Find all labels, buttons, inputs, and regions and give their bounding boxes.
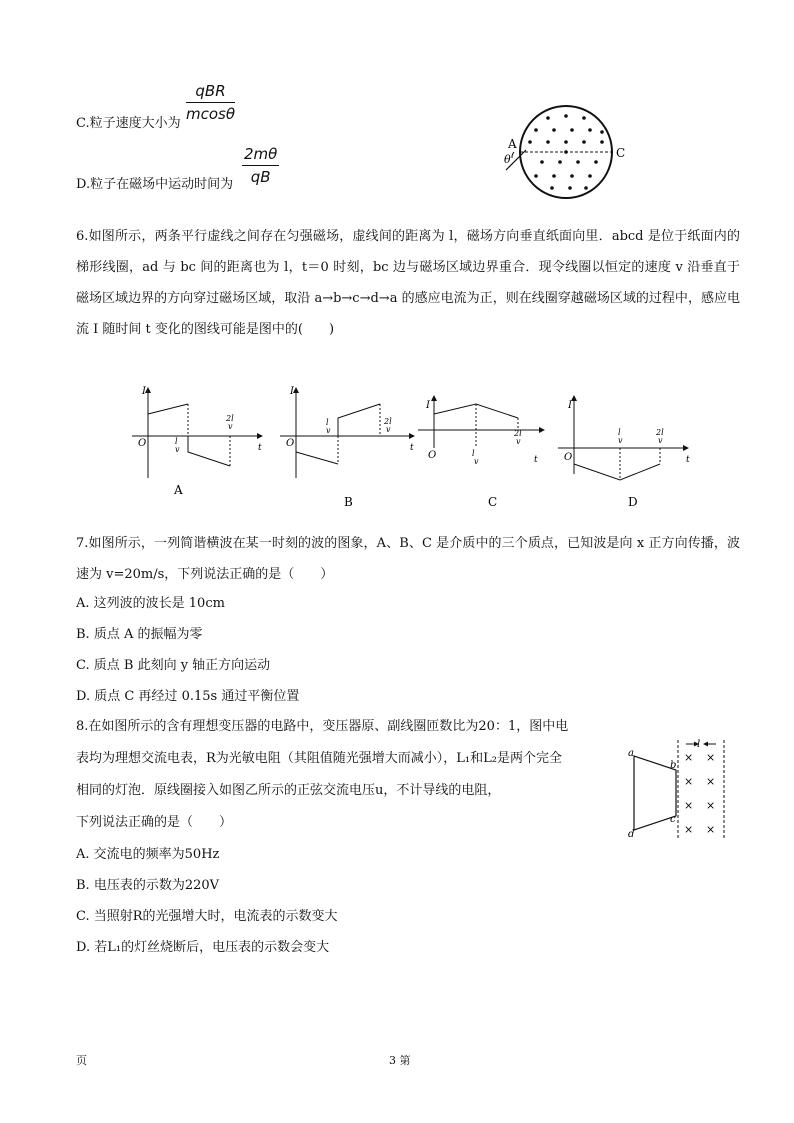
svg-text:I: I — [290, 386, 294, 397]
svg-text:v: v — [386, 425, 391, 434]
fraction-denominator: mcosθ — [186, 105, 236, 123]
svg-text:×: × — [684, 823, 694, 836]
q7-stem: 7.如图所示，一列简谐横波在某一时刻的波的图象，A、B、C 是介质中的三个质点，已知波是向 x 正方向传播，波速为 v=20m/s，下列说法正确的是（ ） — [76, 536, 740, 582]
graph-b-label: B — [344, 495, 353, 509]
q5-option-d: D.粒子在磁场中运动时间为 — [76, 177, 234, 192]
svg-text:a: a — [628, 748, 634, 759]
q5-option-d-fraction — [242, 143, 279, 188]
angle-arc — [512, 152, 514, 158]
q5-circle-field-figure — [496, 100, 636, 205]
q8-option-a: A. 交流电的频率为50Hz — [76, 847, 220, 862]
svg-text:v: v — [326, 426, 331, 435]
svg-text:v: v — [658, 436, 663, 445]
graph-a — [132, 386, 262, 497]
q5-option-c: C.粒子速度大小为 — [76, 116, 181, 131]
q8-line-3: 相同的灯泡．原线圈接入如图乙所示的正弦交流电压u，不计导线的电阻， — [76, 783, 501, 798]
svg-text:v: v — [175, 445, 180, 454]
svg-text:2l: 2l — [514, 429, 522, 438]
svg-text:I: I — [142, 386, 146, 397]
svg-text:v: v — [516, 437, 521, 446]
svg-text:v: v — [228, 422, 233, 431]
graph-c-label: C — [488, 495, 498, 509]
q7-option-d: D. 质点 C 再经过 0.15s 通过平衡位置 — [76, 689, 300, 704]
svg-text:c: c — [670, 814, 676, 825]
q7-option-a: A. 这列波的波长是 10cm — [76, 596, 225, 611]
svg-text:O: O — [138, 438, 147, 449]
footer-page-number: 3 第 — [389, 1054, 411, 1067]
svg-text:×: × — [684, 799, 694, 812]
svg-text:×: × — [706, 823, 716, 836]
svg-text:O: O — [286, 438, 295, 449]
q8-option-c: C. 当照射R的光强增大时，电流表的示数变大 — [76, 909, 338, 924]
graph-d-label: D — [628, 495, 638, 509]
fraction-numerator: 2mθ — [242, 143, 279, 166]
svg-text:t: t — [686, 455, 690, 465]
svg-text:b: b — [670, 760, 677, 771]
svg-text:v: v — [618, 436, 623, 445]
svg-text:×: × — [706, 751, 716, 764]
svg-text:l: l — [472, 449, 475, 458]
q7-option-b: B. 质点 A 的振幅为零 — [76, 627, 203, 642]
fraction-numerator: qBR — [186, 80, 235, 103]
q8-option-d: D. 若L₁的灯丝烧断后，电压表的示数会变大 — [76, 940, 330, 955]
q8-line-2: 表均为理想交流电表，R为光敏电阻（其阻值随光强增大而减小），L₁和L₂是两个完全 — [76, 751, 562, 766]
width-l-label: l — [697, 739, 701, 750]
svg-text:I: I — [426, 400, 430, 411]
svg-text:2l: 2l — [226, 414, 234, 423]
graph-b — [280, 386, 414, 509]
footer-left: 页 — [76, 1054, 87, 1067]
svg-text:×: × — [706, 775, 716, 788]
svg-text:2l: 2l — [384, 417, 392, 426]
svg-text:t: t — [534, 455, 538, 465]
svg-text:×: × — [684, 751, 694, 764]
svg-text:l: l — [326, 418, 329, 427]
svg-text:O: O — [428, 450, 437, 461]
q8-option-b: B. 电压表的示数为220V — [76, 878, 220, 893]
q8-line-4: 下列说法正确的是（ ） — [76, 815, 233, 830]
field-crosses — [684, 751, 715, 836]
point-a-label: A — [508, 137, 517, 151]
q6-graphs — [112, 378, 690, 518]
q8-line-1: 8.在如图所示的含有理想变压器的电路中，变压器原、副线圈匝数比为20：1，图中电 — [76, 719, 569, 734]
svg-text:O: O — [564, 452, 573, 463]
svg-text:t: t — [258, 443, 262, 453]
q7-option-c: C. 质点 B 此刻向 y 轴正方向运动 — [76, 658, 271, 673]
graph-d — [558, 396, 690, 509]
svg-text:t: t — [410, 443, 414, 453]
svg-text:v: v — [474, 457, 479, 466]
svg-text:d: d — [628, 829, 635, 840]
svg-text:l: l — [175, 437, 178, 446]
q8-coil-field-figure — [624, 734, 730, 840]
svg-text:I: I — [568, 400, 572, 411]
theta-label: θ — [504, 153, 511, 166]
fraction-denominator: qB — [250, 168, 271, 186]
svg-text:×: × — [684, 775, 694, 788]
graph-c — [418, 396, 544, 509]
q5-option-c-fraction — [186, 80, 235, 125]
point-c-label: C — [616, 146, 626, 160]
svg-text:l: l — [618, 428, 621, 437]
svg-text:2l: 2l — [656, 428, 664, 437]
graph-a-label: A — [174, 483, 183, 497]
q6-stem: 6.如图所示，两条平行虚线之间存在匀强磁场，虚线间的距离为 l，磁场方向垂直纸面向里．abcd 是位于纸面内的梯形线圈，ad 与 bc 间的距离也为 l，t＝0 时刻，bc 边与磁场区域边界重合．现令线圈以恒定的速度 v 沿垂直于磁场区域边界的方向穿过磁场区域，取沿 a→b→c→d→a 的感应电流为正，则在线圈穿越磁场区域的过程中，感应电流 I 随时间 t 变化的图线可能是图中的( ) — [76, 229, 740, 337]
svg-text:×: × — [706, 799, 716, 812]
